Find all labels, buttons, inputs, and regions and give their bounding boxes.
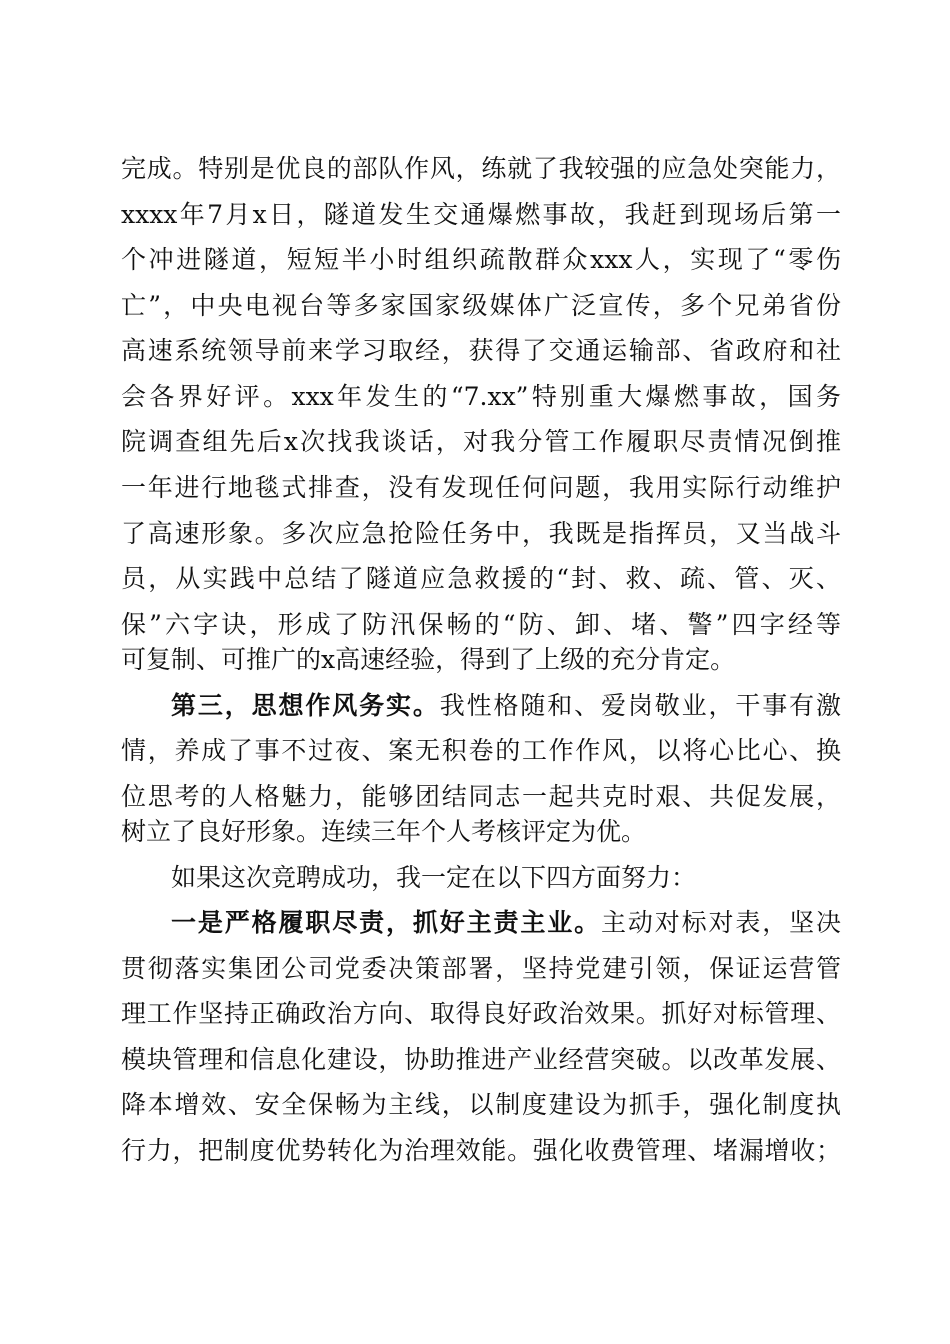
paragraph-line: xxxx年7月x日，隧道发生交通爆燃事故，我赶到现场后第一 <box>121 200 841 229</box>
paragraph-line: 可复制、可推广的x高速经验，得到了上级的充分肯定。 <box>121 645 736 674</box>
paragraph-line: 员，从实践中总结了隧道应急救援的“封、救、疏、管、灭、 <box>121 564 841 593</box>
paragraph-heading: 一是严格履职尽责，抓好主责主业。 <box>171 908 601 937</box>
paragraph-heading: 第三，思想作风务实。 <box>171 691 440 720</box>
paragraph-line: 如果这次竞聘成功，我一定在以下四方面努力： <box>171 863 697 892</box>
paragraph-line: 院调查组先后x次找我谈话，对我分管工作履职尽责情况倒推 <box>121 427 841 456</box>
paragraph-line: 贯彻落实集团公司党委决策部署，坚持党建引领，保证运营管 <box>121 954 841 983</box>
paragraph-line: 了高速形象。多次应急抢险任务中，我既是指挥员，又当战斗 <box>121 519 841 548</box>
paragraph-line: 位思考的人格魅力，能够团结同志一起共克时艰、共促发展， <box>121 782 841 811</box>
paragraph-line: 高速系统领导前来学习取经，获得了交通运输部、省政府和社 <box>121 336 841 365</box>
paragraph-line: 理工作坚持正确政治方向、取得良好政治效果。抓好对标管理、 <box>121 999 841 1028</box>
paragraph-line: 行力，把制度优势转化为治理效能。强化收费管理、堵漏增收； <box>121 1136 841 1165</box>
paragraph-line: 一年进行地毯式排查，没有发现任何问题，我用实际行动维护 <box>121 473 841 502</box>
paragraph-text: 主动对标对表，坚决 <box>600 908 841 937</box>
paragraph-line: 模块管理和信息化建设，协助推进产业经营突破。以改革发展、 <box>121 1045 841 1074</box>
paragraph-line: 完成。特别是优良的部队作风，练就了我较强的应急处突能力， <box>121 154 841 183</box>
paragraph-line: 会各界好评。xxx年发生的“7.xx”特别重大爆燃事故，国务 <box>121 382 841 411</box>
paragraph-line: 亡”，中央电视台等多家国家级媒体广泛宣传，多个兄弟省份 <box>121 291 841 320</box>
paragraph-text: 我性格随和、爱岗敬业，干事有激 <box>439 691 841 720</box>
paragraph-first-line <box>171 903 841 943</box>
paragraph-line: 降本增效、安全保畅为主线，以制度建设为抓手，强化制度执 <box>121 1090 841 1119</box>
paragraph-line: 情，养成了事不过夜、案无积卷的工作作风，以将心比心、换 <box>121 736 841 765</box>
paragraph-line: 个冲进隧道，短短半小时组织疏散群众xxx人，实现了“零伤 <box>121 245 841 274</box>
paragraph-first-line <box>171 686 841 726</box>
paragraph-line: 树立了良好形象。连续三年个人考核评定为优。 <box>121 817 647 846</box>
paragraph-line: 保”六字诀，形成了防汛保畅的“防、卸、堵、警”四字经等 <box>121 610 841 639</box>
